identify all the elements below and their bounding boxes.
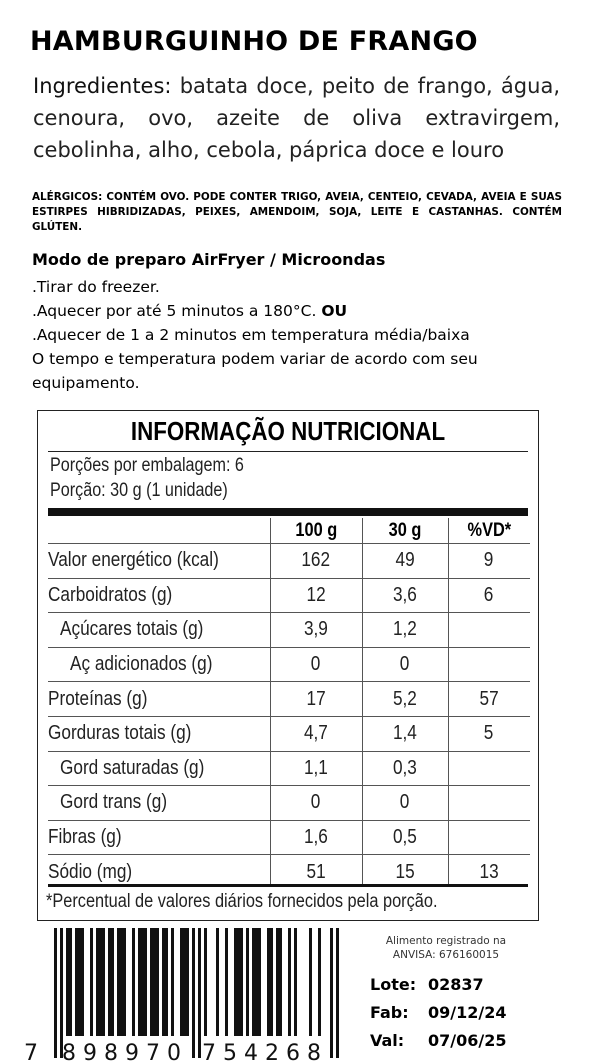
nutrient-name: Gorduras totais (g) <box>48 722 192 745</box>
barcode-bar <box>111 928 114 1036</box>
barcode-bar <box>117 928 120 1036</box>
barcode-bar <box>309 928 312 1036</box>
value-vd: 6 <box>484 583 494 606</box>
lot-label: Lote: <box>370 975 417 994</box>
barcode-right-digits: 754268 <box>202 1041 328 1063</box>
barcode-bar <box>138 928 141 1036</box>
value-100g: 4,7 <box>304 722 328 745</box>
barcode-bar <box>108 928 111 1036</box>
table-row <box>48 648 530 683</box>
table-row <box>48 786 530 821</box>
value-30g: 1,4 <box>393 722 417 745</box>
barcode-bar <box>69 928 72 1036</box>
value-100g: 1,1 <box>304 756 328 779</box>
fab-value: 09/12/24 <box>428 1003 507 1022</box>
preparation-or: OU <box>321 302 348 320</box>
barcode-bar <box>66 928 69 1036</box>
preparation-title: Modo de preparo AirFryer / Microondas <box>32 250 386 269</box>
registration-info <box>362 934 530 962</box>
lot-value: 02837 <box>428 975 484 994</box>
barcode-bar <box>234 928 237 1036</box>
barcode-bar <box>288 928 291 1036</box>
barcode-bar <box>120 928 123 1036</box>
barcode-bar <box>90 928 93 1036</box>
nutrient-name: Açúcares totais (g) <box>60 618 204 641</box>
barcode-bar <box>183 928 186 1036</box>
barcode-bar <box>192 928 195 1058</box>
barcode-bar <box>144 928 147 1036</box>
value-100g: 162 <box>301 549 331 572</box>
barcode-bar <box>60 928 63 1058</box>
preparation-line-2 <box>32 302 572 320</box>
barcode-bar <box>153 928 156 1036</box>
value-vd: 9 <box>484 549 494 572</box>
preparation-line-2-text: .Aquecer por até 5 minutos a 180°C. <box>32 302 317 320</box>
barcode-bar <box>180 928 183 1036</box>
nutrient-name: Gord saturadas (g) <box>60 756 205 779</box>
nutrition-table <box>37 410 539 921</box>
value-vd <box>448 786 530 820</box>
nutrient-name: Sódio (mg) <box>48 861 133 884</box>
ingredients-block <box>33 70 560 166</box>
header-name <box>48 518 270 543</box>
table-row <box>48 752 530 787</box>
barcode-bar <box>276 928 279 1036</box>
barcode-bar <box>54 928 57 1058</box>
barcode-bar <box>75 928 78 1036</box>
header-vd: %VD* <box>467 519 511 541</box>
value-vd: 57 <box>479 687 499 710</box>
value-100g: 12 <box>306 583 326 606</box>
barcode-bar <box>279 928 282 1036</box>
value-100g: 0 <box>311 791 321 814</box>
value-vd: 13 <box>479 861 499 884</box>
value-30g: 49 <box>395 549 415 572</box>
barcode-bar <box>258 928 261 1036</box>
barcode-bar <box>99 928 102 1036</box>
registration-line-2: ANVISA: 676160015 <box>392 949 500 961</box>
ingredients-label: Ingredientes: <box>33 74 172 98</box>
serving-size: Porção: 30 g (1 unidade) <box>50 480 228 501</box>
value-30g: 0,5 <box>393 826 417 849</box>
nutrition-footnote: *Percentual de valores diários fornecidos pela porção. <box>46 891 438 912</box>
barcode-bar <box>318 928 321 1036</box>
barcode-bar <box>171 928 174 1036</box>
barcode-bar <box>165 928 168 1036</box>
barcode-bar <box>246 928 249 1036</box>
barcode-bar <box>198 928 201 1058</box>
barcode-bar <box>330 928 333 1058</box>
barcode-bar <box>252 928 255 1036</box>
value-30g: 0 <box>400 653 410 676</box>
barcode-bar <box>216 928 219 1036</box>
barcode-bar <box>162 928 165 1036</box>
barcode-bar <box>150 928 153 1036</box>
nutrient-name: Proteínas (g) <box>48 687 148 710</box>
table-row <box>48 544 530 579</box>
barcode-bar <box>81 928 84 1036</box>
value-100g: 51 <box>306 861 326 884</box>
barcode-bar <box>294 928 297 1036</box>
barcode-bar <box>123 928 126 1036</box>
fab-line <box>370 1003 506 1022</box>
value-30g: 3,6 <box>393 583 417 606</box>
column-divider <box>362 518 363 884</box>
servings-per-package: Porções por embalagem: 6 <box>50 455 244 476</box>
divider <box>48 451 528 452</box>
lot-line <box>370 975 484 994</box>
barcode-bar <box>186 928 189 1036</box>
barcode-bar <box>336 928 339 1058</box>
barcode-bar <box>96 928 99 1036</box>
value-30g: 1,2 <box>393 618 417 641</box>
table-row <box>48 613 530 648</box>
nutrient-name: Carboidratos (g) <box>48 583 173 606</box>
barcode-bar <box>267 928 270 1036</box>
nutrient-name: Gord trans (g) <box>60 791 168 814</box>
nutrient-name: Aç adicionados (g) <box>70 653 213 676</box>
barcode-bar <box>240 928 243 1036</box>
value-vd <box>448 821 530 855</box>
column-divider <box>270 518 271 884</box>
nutrition-header-row <box>48 518 530 544</box>
barcode-bar <box>204 928 207 1036</box>
barcode-bar <box>132 928 135 1036</box>
divider-thick <box>48 508 528 516</box>
value-100g: 3,9 <box>304 618 328 641</box>
barcode-first-digit: 7 <box>24 1041 38 1063</box>
divider-bottom <box>48 884 528 887</box>
value-100g: 1,6 <box>304 826 328 849</box>
value-30g: 15 <box>395 861 415 884</box>
val-label: Val: <box>370 1031 405 1050</box>
barcode-bar <box>255 928 258 1036</box>
value-vd <box>448 752 530 786</box>
table-row <box>48 717 530 752</box>
val-value: 07/06/25 <box>428 1031 507 1050</box>
preparation-line-4: O tempo e temperatura podem variar de acordo com seu <box>32 350 478 368</box>
value-30g: 0 <box>400 791 410 814</box>
value-30g: 5,2 <box>393 687 417 710</box>
registration-line-1: Alimento registrado na <box>385 935 507 947</box>
nutrition-grid <box>48 518 530 890</box>
ingredients-text: batata doce, peito de frango, água, cenoura, ovo, azeite de oliva extravirgem, cebolinha, alho, cebola, páprica doce e louro <box>33 74 560 162</box>
barcode-bar <box>156 928 159 1036</box>
value-100g: 17 <box>306 687 326 710</box>
value-vd <box>448 613 530 647</box>
allergens-text: ALÉRGICOS: CONTÉM OVO. PODE CONTER TRIGO, AVEIA, CENTEIO, CEVADA, AVEIA E SUAS ESTIRPES HIBRIDIZADAS, PEIXES, AMENDOIM, SOJA, LEITE E CASTANHAS. CONTÉM GLÚTEN. <box>32 191 562 233</box>
value-vd: 5 <box>484 722 494 745</box>
fab-label: Fab: <box>370 1003 409 1022</box>
preparation-line-5: equipamento. <box>32 374 140 392</box>
nutrition-title: INFORMAÇÃO NUTRICIONAL <box>130 416 446 446</box>
barcode-bar <box>270 928 273 1036</box>
preparation-line-3: .Aquecer de 1 a 2 minutos em temperatura média/baixa <box>32 326 470 344</box>
product-title: HAMBURGUINHO DE FRANGO <box>30 26 478 57</box>
table-row <box>48 821 530 856</box>
barcode-bar <box>78 928 81 1036</box>
value-100g: 0 <box>311 653 321 676</box>
table-row <box>48 682 530 717</box>
header-30g: 30 g <box>388 519 422 541</box>
column-divider <box>448 518 449 884</box>
barcode-bar <box>102 928 105 1036</box>
barcode-bar <box>225 928 228 1036</box>
barcode-left-digits: 898970 <box>62 1041 188 1063</box>
nutrient-name: Fibras (g) <box>48 826 122 849</box>
val-line <box>370 1031 506 1050</box>
value-30g: 0,3 <box>393 756 417 779</box>
barcode <box>20 928 350 1063</box>
preparation-line-1: .Tirar do freezer. <box>32 278 160 296</box>
header-100g: 100 g <box>295 519 337 541</box>
value-vd <box>448 648 530 682</box>
table-row <box>48 579 530 614</box>
barcode-bar <box>237 928 240 1036</box>
nutrient-name: Valor energético (kcal) <box>48 549 219 572</box>
barcode-bar <box>141 928 144 1036</box>
